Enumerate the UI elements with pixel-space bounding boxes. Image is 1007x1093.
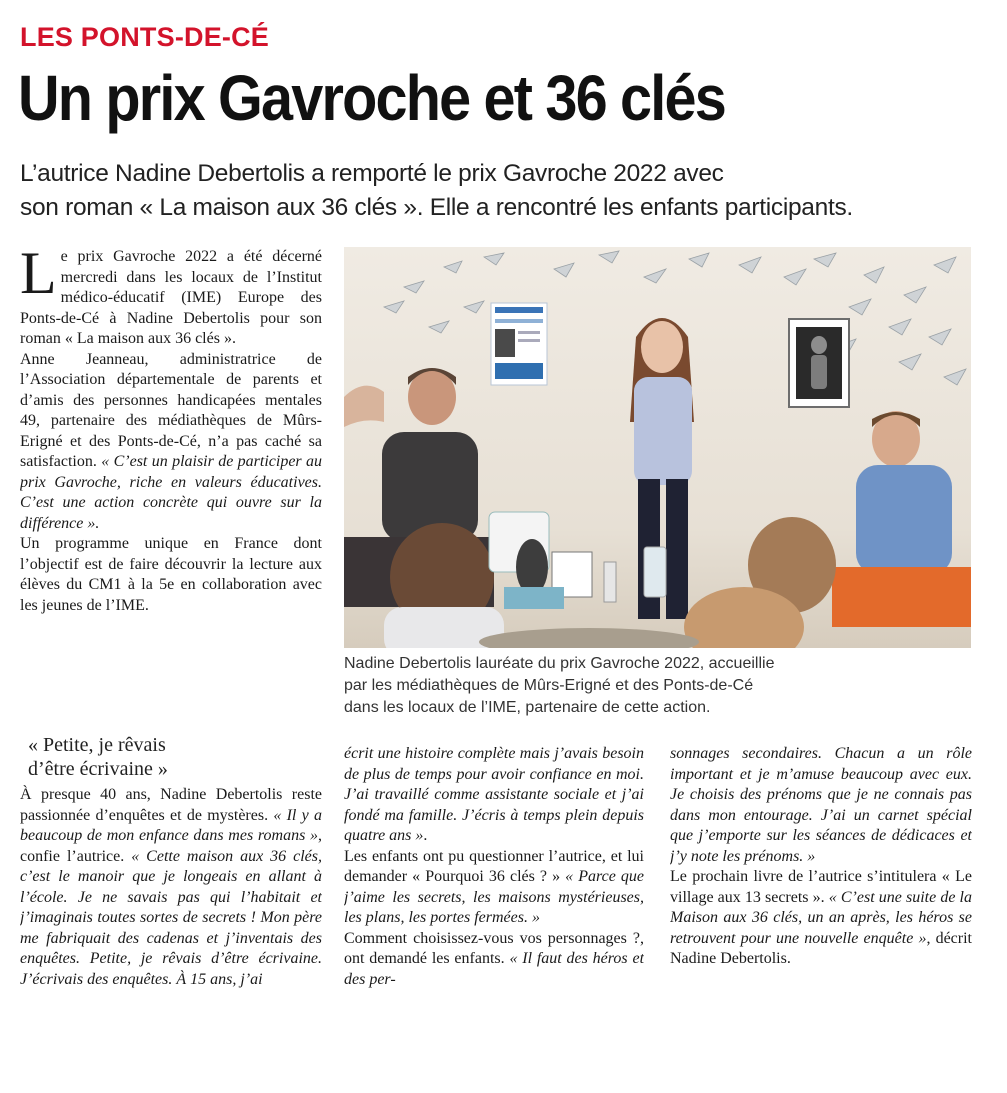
- article-photo: [344, 247, 971, 648]
- subheading-line: d’être écrivaine »: [28, 758, 168, 780]
- paragraph-text: Un programme unique en France dont l’objectif est de faire découvrir la lecture aux élèves du CM1 à la 5e en collaboration avec les jeunes de l’IME.: [20, 535, 322, 614]
- quote: sonnages secondaires. Chacun a un rôle important et je m’amuse beaucoup avec eux. Je choisis des prénoms que je ne connais pas dans mon entourage. J’ai un carnet spécial que j’emporte sur les séances de dédicaces et j’y note les prénoms. »: [670, 745, 972, 865]
- quote: écrit une histoire complète mais j’avais besoin de plus de temps pour avoir confiance en moi. J’ai travaillé comme assistante sociale et j’ai fondé ma famille. J’écris à temps plein depuis quatre ans »: [344, 745, 644, 844]
- paragraph-text: Les enfants ont pu questionner l’autrice, et lui demander « Pourquoi 36 clés ? »: [344, 847, 644, 885]
- caption-line: Nadine Debertolis lauréate du prix Gavroche 2022, accueillie: [344, 655, 775, 672]
- drop-cap: L: [20, 247, 57, 306]
- caption-line: par les médiathèques de Mûrs-Erigné et des Ponts-de-Cé: [344, 677, 754, 694]
- column-1-intro: [20, 247, 322, 725]
- subheading: [28, 733, 328, 781]
- paragraph-text: Le prochain livre de l’autrice s’intitulera « Le village aux 13 secrets ».: [670, 868, 972, 906]
- column-2: [344, 744, 644, 1074]
- column-3: [670, 744, 972, 1074]
- paragraph: [344, 744, 644, 847]
- paragraph-text: , confie l’autrice.: [20, 827, 322, 865]
- paragraph: [20, 785, 322, 990]
- quote: « C’est une suite de la Maison aux 36 clés, un an après, les héros se retrouvent pour une nouvelle enquête »: [670, 888, 972, 947]
- quote: « C’est un plaisir de participer au prix Gavroche, riche en valeurs éducatives. C’est une action concrète qui ouvre sur la différence ».: [20, 453, 322, 532]
- paragraph: [20, 534, 322, 616]
- column-1-continued: [20, 785, 322, 1075]
- standfirst: [20, 157, 1000, 225]
- quote: « Cette maison aux 36 clés, c’est le manoir que je longeais en allant à l’école. Je ne savais pas qui l’habitait et j’imaginais toutes sortes de secrets ! Mon père me fabriquait des cadenas et j’inventais des enquêtes. Petite, je rêvais d’être écrivaine. J’écrivais des enquêtes. À 15 ans, j’ai: [20, 847, 322, 988]
- paragraph: [670, 867, 972, 970]
- caption-line: dans les locaux de l’IME, partenaire de cette action.: [344, 699, 711, 716]
- paragraph: [344, 847, 644, 929]
- headline: Un prix Gavroche et 36 clés: [18, 62, 725, 134]
- paragraph-text: Anne Jeanneau, administratrice de l’Association départementale de parents et d’amis des personnes handicapées mentales 49, partenaire des médiathèques de Mûrs-Erigné et des Ponts-de-Cé, n’a pas caché sa satisfaction.: [20, 350, 322, 470]
- quote: « Il y a beaucoup de mon enfance dans mes romans »: [20, 806, 322, 844]
- paragraph-text: À presque 40 ans, Nadine Debertolis reste passionnée d’enquêtes et de mystères.: [20, 786, 322, 824]
- paragraph: [344, 929, 644, 991]
- standfirst-line: L’autrice Nadine Debertolis a remporté le prix Gavroche 2022 avec: [20, 160, 724, 187]
- paragraph-text: .: [423, 827, 428, 844]
- quote: « Il faut des héros et des per-: [344, 950, 644, 988]
- paragraph-text: Comment choisissez-vous vos personnages ?, ont demandé les enfants.: [344, 929, 644, 967]
- photo-illustration: [344, 247, 971, 648]
- paragraph: [670, 744, 972, 867]
- photo-caption: [344, 653, 974, 719]
- paragraph-text: e prix Gavroche 2022 a été décerné mercredi dans les locaux de l’Institut médico-éducatif (IME) Europe des Ponts-de-Cé à Nadine Debertolis pour son roman « La maison aux 36 clés ».: [20, 248, 322, 347]
- subheading-line: « Petite, je rêvais: [28, 734, 166, 756]
- standfirst-line: son roman « La maison aux 36 clés ». Elle a rencontré les enfants participants.: [20, 194, 853, 221]
- quote: « Parce que j’aime les secrets, les maisons mystérieuses, les plans, les portes fermées. »: [344, 868, 644, 926]
- paragraph-text: , décrit Nadine Debertolis.: [670, 929, 972, 967]
- paragraph: [20, 350, 322, 535]
- section-kicker: LES PONTS-DE-CÉ: [20, 22, 270, 52]
- paragraph: [20, 247, 322, 350]
